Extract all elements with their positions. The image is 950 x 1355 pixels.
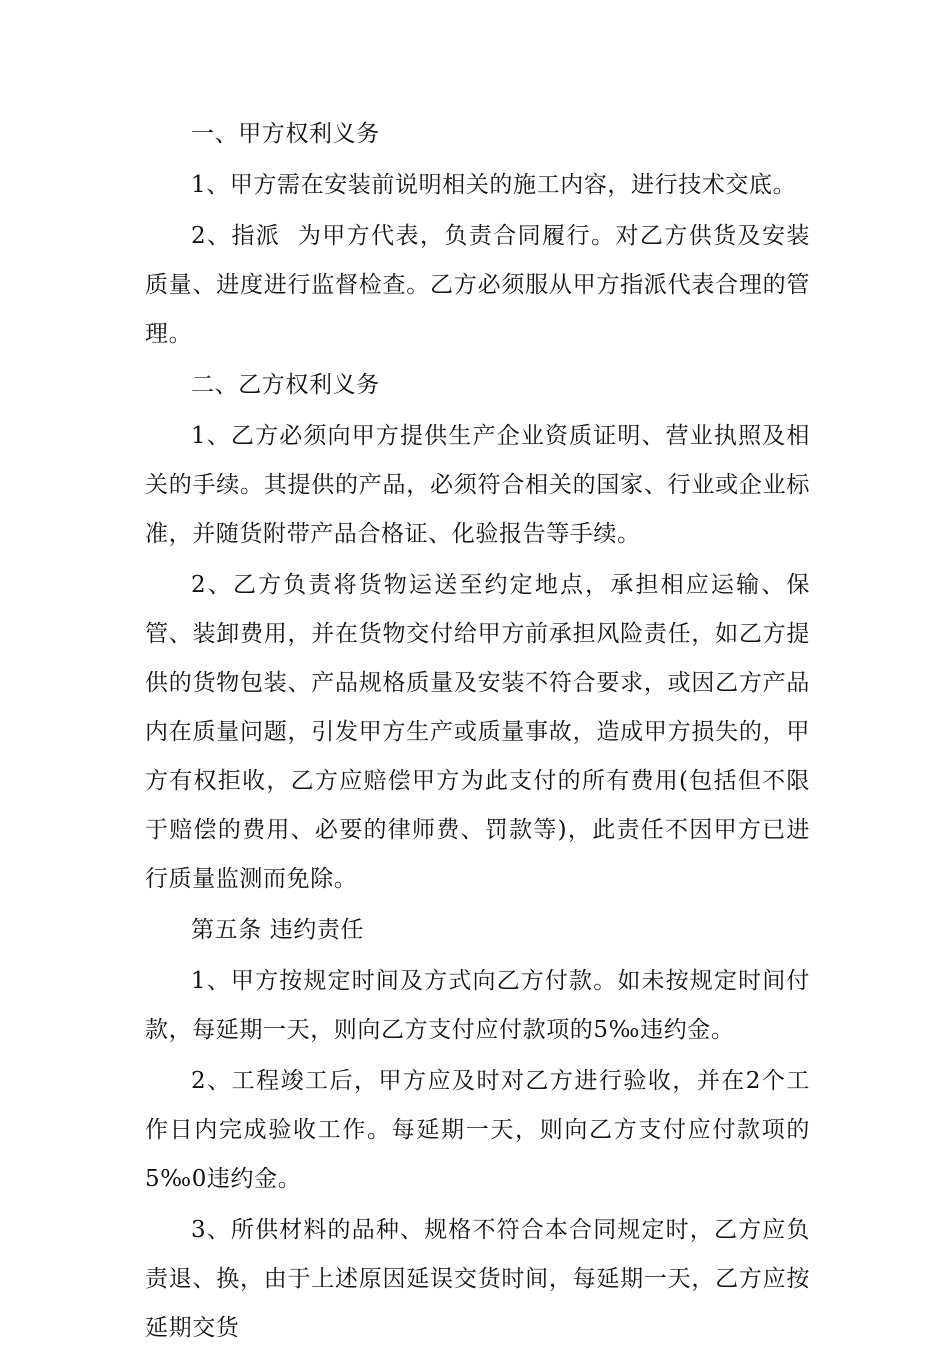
section-heading-party-b: 二、乙方权利义务 xyxy=(191,372,380,398)
clause-liability-1: 1、甲方按规定时间及方式向乙方付款。如未按规定时间付款，每延期一天，则向乙方支付应付款项的5‰违约金。 xyxy=(145,968,810,1043)
section-heading-party-a: 一、甲方权利义务 xyxy=(191,121,380,147)
document-body xyxy=(145,110,810,1355)
clause-liability-2: 2、工程竣工后，甲方应及时对乙方进行验收，并在2个工作日内完成验收工作。每延期一天，则向乙方支付应付款项的5‰0违约金。 xyxy=(145,1068,810,1192)
clause-liability-3: 3、所供材料的品种、规格不符合本合同规定时，乙方应负责退、换，由于上述原因延误交货时间，每延期一天，乙方应按延期交货 xyxy=(145,1217,810,1341)
clause-party-b-2: 2、乙方负责将货物运送至约定地点，承担相应运输、保管、装卸费用，并在货物交付给甲方前承担风险责任，如乙方提供的货物包装、产品规格质量及安装不符合要求，或因乙方产品内在质量问题，引发甲方生产或质量事故，造成甲方损失的，甲方有权拒收，乙方应赔偿甲方为此支付的所有费用(包括但不限于赔偿的费用、必要的律师费、罚款等)，此责任不因甲方已进行质量监测而免除。 xyxy=(145,572,810,892)
clause-party-a-1: 1、甲方需在安装前说明相关的施工内容，进行技术交底。 xyxy=(191,172,797,198)
clause-party-a-2: 2、指派 为甲方代表，负责合同履行。对乙方供货及安装质量、进度进行监督检查。乙方必须服从甲方指派代表合理的管理。 xyxy=(145,223,810,347)
clause-party-b-1: 1、乙方必须向甲方提供生产企业资质证明、营业执照及相关的手续。其提供的产品，必须符合相关的国家、行业或企业标准，并随货附带产品合格证、化验报告等手续。 xyxy=(145,423,810,547)
article-heading-liability: 第五条 违约责任 xyxy=(191,917,365,943)
